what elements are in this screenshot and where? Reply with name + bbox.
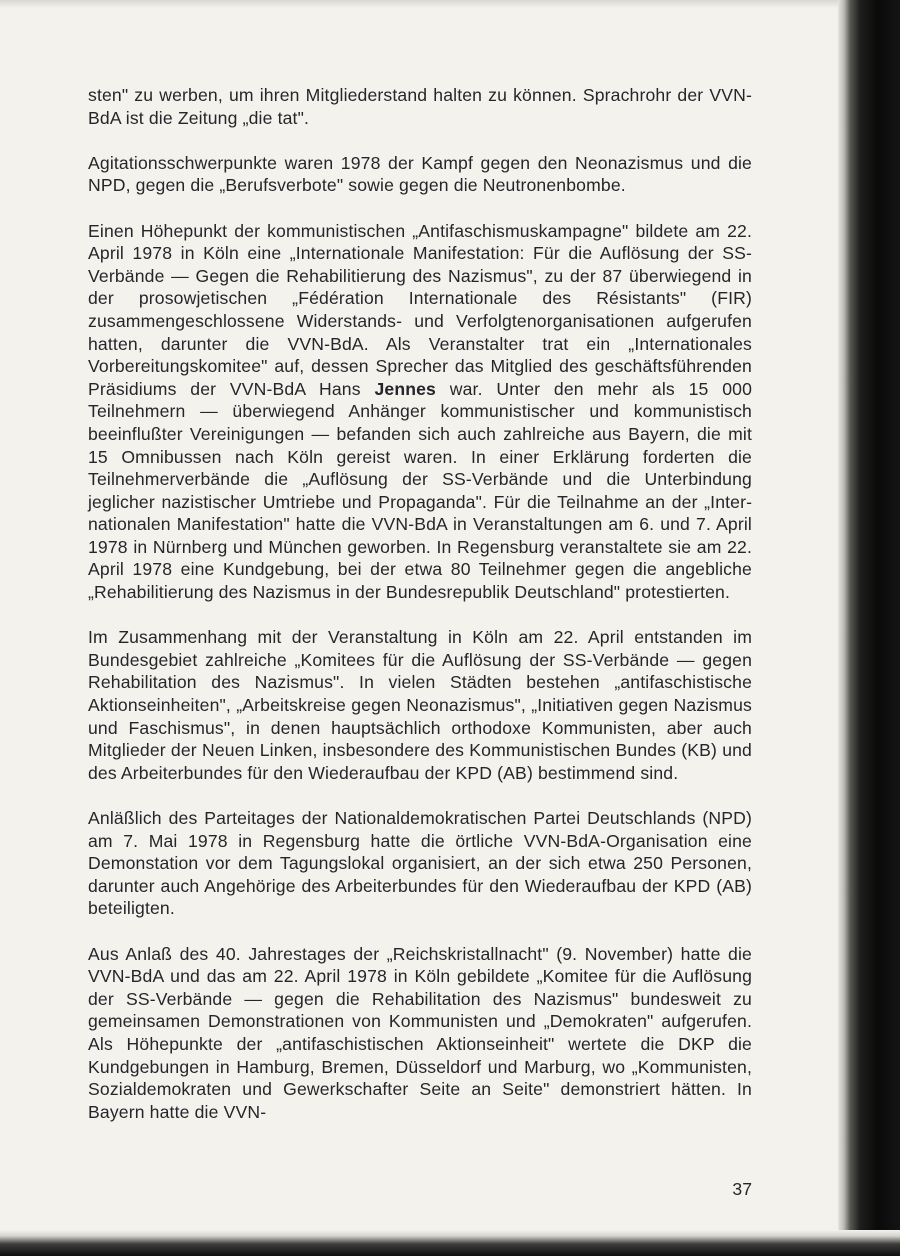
scan-top-edge (0, 0, 900, 8)
text-run: Im Zusammenhang mit der Veranstaltung in Köln am 22. April entstanden im Bundesgebiet zahlreiche „Komitees für die Auflösung der SS-Verbände — gegen Rehabilitation des Nazismus". In vielen Städten bestehen „antifaschistische Aktionseinheiten", „Arbeitskreise gegen Neonazismus", „Initiativen gegen Nazismus und Faschismus", in denen hauptsächlich orthodoxe Kommunisten, aber auch Mitglieder der Neuen Linken, insbesondere des Kommunistischen Bundes (KB) und des Arbeiterbundes für den Wiederaufbau der KPD (AB) bestimmend sind. (88, 627, 752, 783)
paragraph (88, 626, 752, 784)
page-number: 37 (732, 1179, 752, 1199)
paragraph (88, 84, 752, 129)
body-text (88, 84, 752, 1123)
text-run: Agitationsschwerpunkte waren 1978 der Kampf gegen den Neonazismus und die NPD, gegen die „Berufsverbote" sowie gegen die Neutronenbombe. (88, 152, 752, 196)
scan-bottom-edge (0, 1230, 900, 1256)
paragraph (88, 943, 752, 1124)
bold-name: Jennes (374, 378, 436, 399)
paragraph (88, 220, 752, 604)
paragraph (88, 807, 752, 920)
paragraph (88, 152, 752, 197)
text-run: sten" zu werben, um ihren Mitgliederstand halten zu können. Sprachrohr der VVN-BdA ist die Zeitung „die tat". (88, 85, 752, 128)
book-spine-edge (838, 0, 900, 1256)
text-run: Anläßlich des Parteitages der Nationaldemokratischen Partei Deutschlands (NPD) am 7. Mai 1978 in Regensburg hatte die örtliche VVN-BdA-Organisation eine Demonstation vor dem Tagungslokal organisiert, an der sich etwa 250 Personen, darunter auch Angehörige des Arbeiterbundes für den Wiederaufbau der KPD (AB) beteiligten. (88, 808, 752, 919)
text-run: war. Unter den mehr als 15 000 Teilnehmern — überwiegend Anhänger kommunistischer und kommunistisch beeinflußter Vereinigungen — befanden sich auch zahlreiche aus Bayern, die mit 15 Omnibussen nach Köln gereist waren. In einer Erklärung forderten die Teilnehmerverbände die „Auflösung der SS-Verbände und die Unterbindung jeglicher nazistischer Umtriebe und Propaganda". Für die Teilnahme an der „Internationalen Manifestation" hatte die VVN-BdA in Veranstaltungen am 6. und 7. April 1978 in Nürnberg und München geworben. In Regensburg veranstaltete sie am 22. April 1978 eine Kundgebung, bei der etwa 80 Teilnehmer gegen die angebliche „Rehabilitierung des Nazismus in der Bundesrepublik Deutschland" protestierten. (88, 378, 752, 603)
text-run: Aus Anlaß des 40. Jahrestages der „Reichskristallnacht" (9. November) hatte die VVN-BdA und das am 22. April 1978 in Köln gebildete „Komitee für die Auflösung der SS-Verbände — gegen die Rehabilitation des Nazismus" bundesweit zu gemeinsamen Demonstrationen von Kommunisten und „Demokraten" aufgerufen. Als Höhepunkte der „antifaschistischen Aktionseinheit" wertete die DKP die Kundgebungen in Hamburg, Bremen, Düsseldorf und Marburg, wo „Kommunisten, Sozialdemokraten und Gewerkschafter Seite an Seite" demonstriert hätten. In Bayern hatte die VVN- (88, 943, 752, 1122)
text-run: Einen Höhepunkt der kommunistischen „Antifaschismuskampagne" bildete am 22. April 1978 in Köln eine „Internationale Manifestation: Für die Auflösung der SS-Verbände — Gegen die Rehabilitierung des Nazismus", zu der 87 überwiegend in der prosowjetischen „Fédération Internationale des Résistants" (FIR) zusammengeschlossene Widerstands- und Verfolgtenorganisationen aufgerufen hatten, darunter die VVN-BdA. Als Veranstalter trat ein „Internationales Vorbereitungskomitee" auf, dessen Sprecher das Mitglied des geschäftsführenden Präsidiums der VVN-BdA Hans (88, 220, 752, 399)
